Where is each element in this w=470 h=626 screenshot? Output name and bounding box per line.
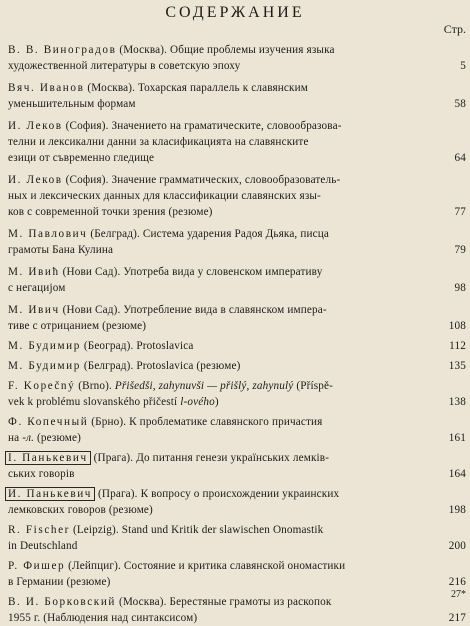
toc-title-text: тиве с отрицанием (резюме) bbox=[8, 320, 147, 332]
toc-page-number: 217 bbox=[448, 612, 466, 624]
toc-title-text: ) bbox=[214, 396, 219, 408]
toc-title-text: художественной литературы в советскую эпоху bbox=[8, 60, 241, 72]
toc-title-text: (Příspě- bbox=[293, 380, 333, 392]
toc-entry-line bbox=[8, 594, 448, 610]
toc-title-text: (София). Значението на граматическите, словообразова- bbox=[62, 120, 342, 132]
toc-title-text: (Брно). К проблематике славянского причастия bbox=[88, 416, 323, 428]
toc-page-number: 198 bbox=[448, 504, 466, 516]
toc-title-text: (Нови Сад). Употреба вида у словенском императиву bbox=[59, 266, 323, 278]
toc-page-number: 64 bbox=[454, 152, 466, 164]
toc-entry-line bbox=[8, 172, 448, 188]
toc-page-number: 77 bbox=[454, 206, 466, 218]
toc-entry-line bbox=[8, 58, 448, 74]
toc-title-text: (Москва). Берестяные грамоты из раскопок bbox=[116, 596, 332, 608]
toc-entry bbox=[8, 558, 466, 590]
page-column-label: Стр. bbox=[443, 22, 466, 36]
toc-entry-line bbox=[8, 42, 448, 58]
table-of-contents bbox=[0, 38, 470, 626]
toc-entry bbox=[8, 358, 466, 374]
toc-title-italic: l-ového bbox=[180, 396, 215, 408]
toc-entry-line bbox=[8, 188, 448, 204]
toc-entry-line bbox=[8, 450, 448, 466]
toc-entry bbox=[8, 80, 466, 112]
toc-title-text: уменьшительным формам bbox=[8, 98, 136, 110]
toc-entry-line bbox=[8, 242, 448, 258]
toc-author: М. Павлович bbox=[8, 228, 88, 240]
toc-entry bbox=[8, 302, 466, 334]
toc-entry-line bbox=[8, 378, 448, 394]
toc-page-number: 112 bbox=[449, 340, 466, 352]
toc-title-text: (Белград). Protoslavica (резюме) bbox=[80, 360, 241, 372]
toc-author: В. В. Виноградов bbox=[8, 44, 117, 56]
toc-entry-line bbox=[8, 80, 448, 96]
toc-page-number: 138 bbox=[448, 396, 466, 408]
toc-title-text: 1955 г. (Наблюдения над синтаксисом) bbox=[8, 612, 198, 624]
toc-author: М. Будимир bbox=[8, 340, 81, 352]
toc-page-number: 108 bbox=[448, 320, 466, 332]
toc-entry-line bbox=[8, 358, 448, 374]
toc-title-text: на bbox=[8, 432, 23, 444]
toc-author: М. Ивић bbox=[8, 266, 60, 278]
toc-entry-line bbox=[8, 226, 448, 242]
toc-page-number: 135 bbox=[448, 360, 466, 372]
toc-title-text: (Москва). Тохарская параллель к славянским bbox=[84, 82, 308, 94]
toc-author: І. Панькевич bbox=[5, 451, 91, 465]
toc-title-text: (Прага). К вопросу о происхождении украинских bbox=[95, 488, 340, 500]
toc-title-italic: Přišedši, zahynuvši — přišlý, zahynulý bbox=[114, 380, 294, 392]
toc-title-text: vek k problému slovanského přičestí bbox=[8, 396, 181, 408]
toc-title-text: (Лейпциг). Состояние и критика славянской ономастики bbox=[65, 560, 346, 572]
toc-title-text: (Прага). До питання генези українських лемків- bbox=[90, 452, 330, 464]
toc-author: R. Fischer bbox=[8, 524, 70, 536]
toc-title-italic: -л. bbox=[22, 432, 35, 444]
toc-entry-line bbox=[8, 522, 448, 538]
toc-entry bbox=[8, 264, 466, 296]
toc-entry-line bbox=[8, 414, 448, 430]
toc-entry-line bbox=[8, 610, 448, 626]
toc-author: М. Будимир bbox=[8, 360, 81, 372]
toc-entry bbox=[8, 226, 466, 258]
toc-title-text: ных и лексических данных для классификации славянских язы- bbox=[8, 190, 321, 202]
toc-entry-line bbox=[8, 96, 448, 112]
toc-entry bbox=[8, 42, 466, 74]
toc-page-number: 5 bbox=[460, 60, 466, 72]
toc-entry-line bbox=[8, 134, 448, 150]
toc-author: Ф. Копечный bbox=[8, 416, 89, 428]
toc-page-number: 200 bbox=[448, 540, 466, 552]
toc-entry-line bbox=[8, 280, 448, 296]
toc-title-text: (Leipzig). Stand und Kritik der slawischen Onomastik bbox=[70, 524, 324, 536]
toc-title-text: in Deutschland bbox=[8, 540, 78, 552]
toc-page-number: 79 bbox=[454, 244, 466, 256]
toc-title-text: езици от съвременно гледище bbox=[8, 152, 155, 164]
toc-entry bbox=[8, 414, 466, 446]
toc-entry-line bbox=[8, 430, 448, 446]
toc-title-text: (Белград). Система ударения Радоя Дьяка, писца bbox=[87, 228, 329, 240]
toc-title-text: (резюме) bbox=[34, 432, 82, 444]
toc-entry-line bbox=[8, 338, 448, 354]
toc-title-text: ських говорів bbox=[8, 468, 75, 480]
toc-title-text: (София). Значение грамматических, словообразователь- bbox=[62, 174, 341, 186]
toc-title-text: лемковских говоров (резюме) bbox=[8, 504, 153, 516]
toc-page-number: 98 bbox=[454, 282, 466, 294]
toc-entry-line bbox=[8, 264, 448, 280]
toc-entry bbox=[8, 118, 466, 166]
toc-page-number: 58 bbox=[454, 98, 466, 110]
toc-title-text: (Београд). Protoslavica bbox=[80, 340, 194, 352]
toc-title-text: с негацијом bbox=[8, 282, 66, 294]
toc-author: И. Леков bbox=[8, 174, 63, 186]
toc-page-number: 161 bbox=[448, 432, 466, 444]
toc-title-text: грамоты Бана Кулина bbox=[8, 244, 114, 256]
toc-page-number: 216 bbox=[448, 576, 466, 588]
toc-entry-line bbox=[8, 150, 448, 166]
toc-entry-line bbox=[8, 302, 448, 318]
footer-page-marker: 27* bbox=[451, 589, 466, 600]
toc-title-text: телни и лексикални данни за класификацията на славянските bbox=[8, 136, 309, 148]
toc-author: М. Ивич bbox=[8, 304, 60, 316]
toc-entry bbox=[8, 338, 466, 354]
toc-author: И. Панькевич bbox=[5, 487, 95, 501]
toc-entry bbox=[8, 172, 466, 220]
toc-author: F. Kopečný bbox=[8, 380, 76, 392]
toc-title-text: (Москва). Общие проблемы изучения языка bbox=[116, 44, 335, 56]
toc-entry-line bbox=[8, 118, 448, 134]
toc-entry bbox=[8, 522, 466, 554]
toc-author: Р. Фишер bbox=[8, 560, 66, 572]
toc-entry-line bbox=[8, 558, 448, 574]
toc-title-text: в Германии (резюме) bbox=[8, 576, 111, 588]
toc-title-text: (Brno). bbox=[75, 380, 115, 392]
toc-entry-line bbox=[8, 574, 448, 590]
toc-author: И. Леков bbox=[8, 120, 63, 132]
toc-author: Вяч. Иванов bbox=[8, 82, 85, 94]
toc-entry-line bbox=[8, 538, 448, 554]
toc-entry-line bbox=[8, 318, 448, 334]
toc-author: В. И. Борковский bbox=[8, 596, 116, 608]
toc-page-number: 164 bbox=[448, 468, 466, 480]
toc-entry-line bbox=[8, 466, 448, 482]
toc-entry-line bbox=[8, 204, 448, 220]
toc-entry-line bbox=[8, 502, 448, 518]
toc-entry bbox=[8, 378, 466, 410]
toc-entry-line bbox=[8, 394, 448, 410]
toc-entry-line bbox=[8, 486, 448, 502]
toc-entry bbox=[8, 486, 466, 518]
toc-title-text: (Нови Сад). Употребление вида в славянском импера- bbox=[59, 304, 327, 316]
toc-title-text: ков с современной точки зрения (резюме) bbox=[8, 206, 213, 218]
toc-entry bbox=[8, 450, 466, 482]
page-title: СОДЕРЖАНИЕ bbox=[165, 4, 305, 21]
